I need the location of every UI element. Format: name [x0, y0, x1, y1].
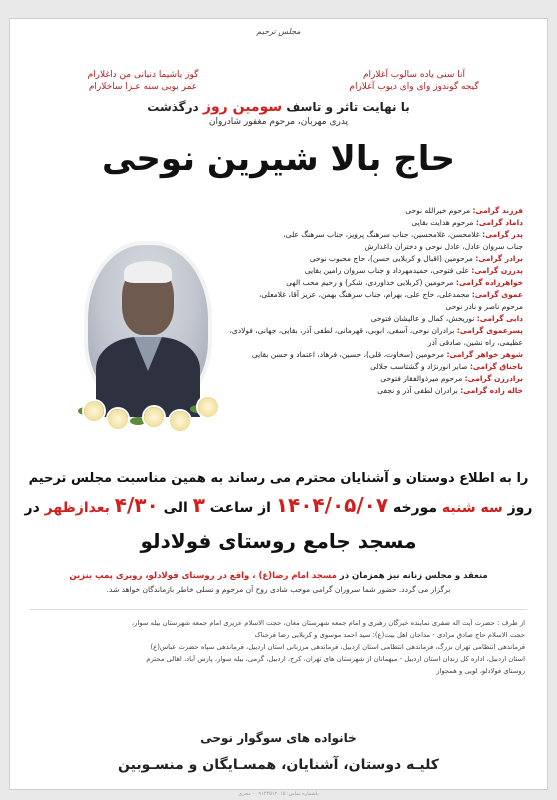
relative-row: [251, 385, 523, 397]
relative-row: [251, 337, 523, 349]
sender-line: فرماندهی انتظامی تهران بزرگ، فرماندهی انتظامی استان اردبیل، فرماندهی مرزبانی استان اردبیل، فرماندهی سپاه حضرت عباس(ع): [150, 643, 525, 651]
relative-row: [251, 253, 523, 265]
relative-names: عظیمی، راه نشین، صادقی آذر: [427, 338, 523, 347]
relative-row: [251, 205, 523, 217]
ceremony-datetime: [10, 493, 547, 517]
closing-note: برگزار می گردد. حضور شما سروران گرامی موجب شادی روح آن مرحوم و تسلی خاطر بازماندگان خواهد شد.: [106, 585, 451, 594]
end-time: ۴/۳۰: [114, 493, 159, 517]
relatives-list: [229, 205, 523, 397]
portrait-hair: [124, 261, 172, 283]
subtitle: مجلس ترحیم: [256, 27, 301, 36]
rose-icon: [144, 407, 164, 427]
relative-names: مرحومین (کربلایی خداوردی، شکر) و رحیم محب الهی: [286, 278, 454, 287]
relative-names: جناب سروان عادل، عادل نوحی و دختران داغدارش: [364, 242, 523, 251]
relative-label: شوهر خواهر گرامی:: [446, 350, 523, 359]
flower-garland: [74, 387, 224, 431]
portrait-frame: [74, 231, 224, 431]
relative-row: [251, 301, 523, 313]
relative-label: خواهرزاده گرامی:: [455, 278, 523, 287]
relative-names: غلامحسن، غلامحسین، جناب سرهنگ پرویز، جناب سرهنگ علی،: [283, 230, 480, 239]
relative-label: پدرزن گرامی:: [471, 266, 523, 275]
relative-label: خاله زاده گرامی:: [460, 386, 523, 395]
women-ceremony: [30, 571, 527, 581]
relative-label: برادرزن گرامی:: [464, 374, 523, 383]
relative-row: [251, 241, 523, 253]
portrait-photo: [88, 245, 208, 405]
rose-icon: [170, 411, 190, 431]
poem-line: عمر بویی سنه عـزا ساخلارام: [88, 82, 198, 92]
announcement-highlight: سومین روز: [202, 99, 283, 115]
relative-label: عموی گرامی:: [471, 290, 523, 299]
relative-names: مرحوم هدایت بقایی: [411, 218, 474, 227]
relative-names: مرحوم ناصر و نادر نوحی: [445, 302, 523, 311]
obituary-sheet: [9, 18, 548, 797]
invitation-line: را به اطلاع دوستان و آشنایان محترم می رساند به همین مناسبت مجلس ترحیم: [28, 471, 529, 486]
relative-row: [251, 289, 523, 301]
start-time: ۳: [192, 493, 205, 517]
poem-line: گیجه گوندوز وای وای دیوب آغلارام: [349, 82, 479, 92]
relative-names: مرحوم میرذوالفقار فتوحی: [380, 374, 463, 383]
poem-line: آنا سنی یاده سالوب آغلارام: [362, 70, 466, 80]
relative-row: [251, 229, 523, 241]
date-prefix: مورخه: [392, 500, 438, 516]
ceremony-day: سه شنبه: [441, 500, 503, 516]
location-prefix: در: [24, 500, 40, 516]
relative-names: برادران لطفی آذر و نجفی: [377, 386, 458, 395]
relative-label: پسرعموی گرامی:: [456, 326, 523, 335]
relative-names: صابر انورنژاد و گشتاسب جلالی: [370, 362, 468, 371]
relative-label: فرزند گرامی:: [472, 206, 523, 215]
rose-icon: [108, 409, 128, 429]
time-to: الی: [163, 500, 188, 516]
poem-left: [58, 69, 228, 93]
relative-label: دایی گرامی:: [476, 314, 523, 323]
announcement-pre: با نهایت تاثر و تاسف: [286, 100, 410, 114]
ceremony-location: مسجد جامع روستای فولادلو: [140, 529, 417, 553]
day-prefix: روز: [507, 500, 533, 516]
relative-names: مرحوم خیرالله نوحی: [405, 206, 471, 215]
relative-names: مرحومین (اقبال و کربلایی حسن)، حاج محبوب نوحی: [309, 254, 473, 263]
relative-names: مرحومین (سخاوت، قلی)، حسین، فرهاد، اعتماد و حسن بقایی: [251, 350, 445, 359]
poem-line: گوز یاشیما دنیانی من داغلارام: [87, 70, 199, 80]
relative-row: [251, 313, 523, 325]
relative-row: [251, 217, 523, 229]
women-location: مسجد امام رضا(ع) ، واقع در روستای فولادلو، روبری پمپ بنزین: [69, 571, 337, 581]
time-suffix: بعدازظهر: [44, 500, 110, 516]
relative-row: [229, 325, 523, 337]
relative-names: محمدعلی، حاج علی، بهرام، جناب سرهنگ بهمن، عزیز آقا، غلامعلی،: [258, 290, 470, 299]
relative-row: [251, 349, 523, 361]
relative-row: [251, 373, 523, 385]
footer-note: باشماره تماس: ۰۹۱۴۴۵۱۲۰۱۵ - مجری: [238, 791, 319, 797]
poem-right: [329, 69, 499, 93]
family-subtitle: کلیـه دوستان، آشنایان، همسـایگان و منسـوبین: [118, 757, 439, 773]
rose-icon: [198, 397, 218, 417]
relative-names: علی فتوحی، حمیدمهرداد و جناب سروان رامین بقایی: [304, 266, 469, 275]
deceased-name: حاج بالا شیرین نوحی: [102, 139, 455, 179]
sender-line: از طرف : حضرت آیت اله صفری نماینده خبرگان رهبری و امام جمعه شهرستان مغان، حجت الاسلام عزیزی امام جمعه شهرستان بیله سوار،: [131, 619, 525, 627]
sender-line: روستای فولادلو، لویی و همجوار: [436, 667, 525, 675]
family-title: خانواده های سوگوار نوحی: [200, 731, 357, 745]
relative-row: [251, 277, 523, 289]
relative-names: نوریخش، کمال و عالیشان فتوحی: [370, 314, 475, 323]
time-from: از ساعت: [209, 500, 271, 516]
senders-block: [32, 617, 525, 677]
divider: [30, 609, 527, 610]
sender-line: استان اردبیل، اداره کل زندان استان اردبیل - میهمانان از شهرستان های تهران، کرج، اردبیل، گرمی، بیله سوار، پارس آباد، اهالی محترم: [146, 655, 525, 663]
relative-row: [251, 361, 523, 373]
relative-label: باجناق گرامی:: [469, 362, 523, 371]
announcement-line: [10, 99, 547, 115]
women-prefix: منعقد و مجلس زنانه نیز همزمان در: [339, 571, 488, 581]
relative-names: برادران نوحی، آسفی، ابوبی، قهرمانی، لطفی آذر، بقایی، جهانی، فولادی،: [229, 326, 455, 335]
rose-icon: [84, 401, 104, 421]
sender-line: حجت الاسلام حاج صادق مرادی - مداحان اهل بیت(ع): سید احمد موسوی و کربلایی رضا فرحناک: [254, 631, 525, 639]
relative-label: برادر گرامی:: [475, 254, 523, 263]
relative-row: [251, 265, 523, 277]
relative-label: پدر گرامی:: [482, 230, 523, 239]
deceased-intro: پدری مهربان، مرحوم مغفور شادروان: [208, 117, 349, 127]
ceremony-date: ۱۴۰۴/۰۵/۰۷: [275, 493, 389, 517]
relative-label: داماد گرامی:: [475, 218, 523, 227]
announcement-post: درگذشت: [147, 100, 199, 114]
